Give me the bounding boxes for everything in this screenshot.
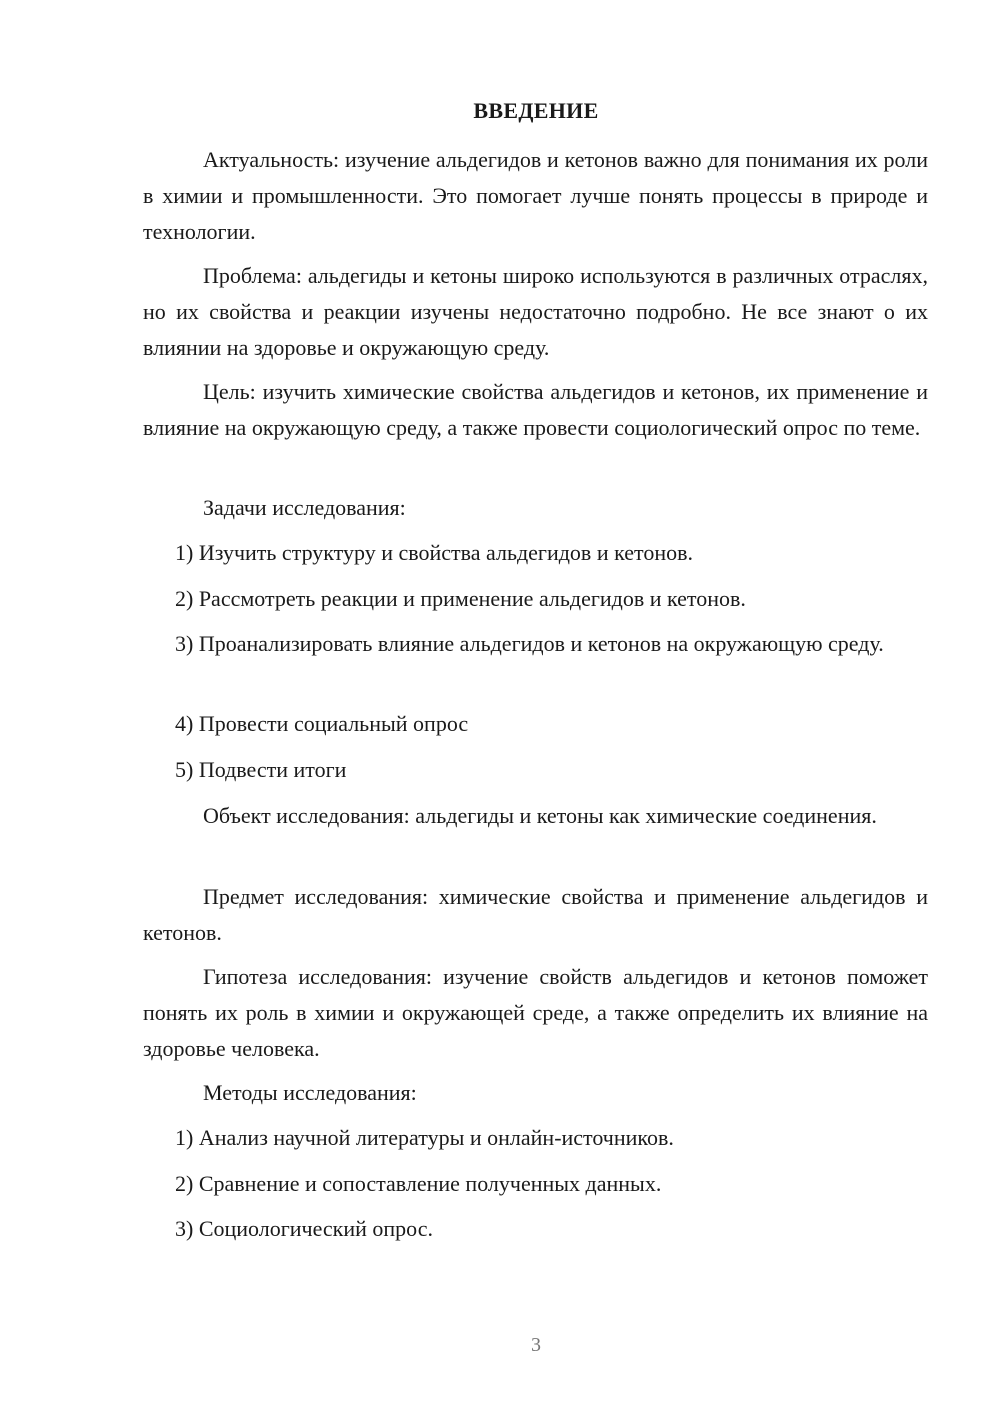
method-item: 2) Сравнение и сопоставление полученных данных. <box>175 1171 662 1196</box>
method-item: 1) Анализ научной литературы и онлайн-источников. <box>175 1125 674 1150</box>
goal-paragraph: Цель: изучить химические свойства альдегидов и кетонов, их применение и влияние на окружающую среду, а также провести социологический опрос по теме. <box>143 379 928 440</box>
tasks-heading: Задачи исследования: <box>203 495 406 520</box>
hypothesis-paragraph: Гипотеза исследования: изучение свойств альдегидов и кетонов поможет понять их роль в химии и окружающей среде, а также определить их влияние на здоровье человека. <box>143 964 928 1061</box>
problem-paragraph: Проблема: альдегиды и кетоны широко используются в различных отраслях, но их свойства и реакции изучены недостаточно подробно. Не все знают о их влиянии на здоровье и окружающую среду. <box>143 263 928 360</box>
task-item: 5) Подвести итоги <box>175 757 347 782</box>
subject-paragraph: Предмет исследования: химические свойства и применение альдегидов и кетонов. <box>143 884 928 945</box>
task-item: 4) Провести социальный опрос <box>175 711 469 736</box>
page-number: 3 <box>531 1334 541 1356</box>
task-item: 2) Рассмотреть реакции и применение альдегидов и кетонов. <box>175 586 746 611</box>
page-title: ВВЕДЕНИЕ <box>473 98 599 123</box>
method-item: 3) Социологический опрос. <box>175 1216 433 1241</box>
relevance-paragraph: Актуальность: изучение альдегидов и кетонов важно для понимания их роли в химии и промышленности. Это помогает лучше понять процессы в природе и технологии. <box>143 147 928 244</box>
task-item: 1) Изучить структуру и свойства альдегидов и кетонов. <box>175 540 693 565</box>
task-item: 3) Проанализировать влияние альдегидов и кетонов на окружающую среду. <box>175 631 884 656</box>
object-paragraph: Объект исследования: альдегиды и кетоны как химические соединения. <box>203 803 877 828</box>
methods-heading: Методы исследования: <box>203 1080 417 1105</box>
